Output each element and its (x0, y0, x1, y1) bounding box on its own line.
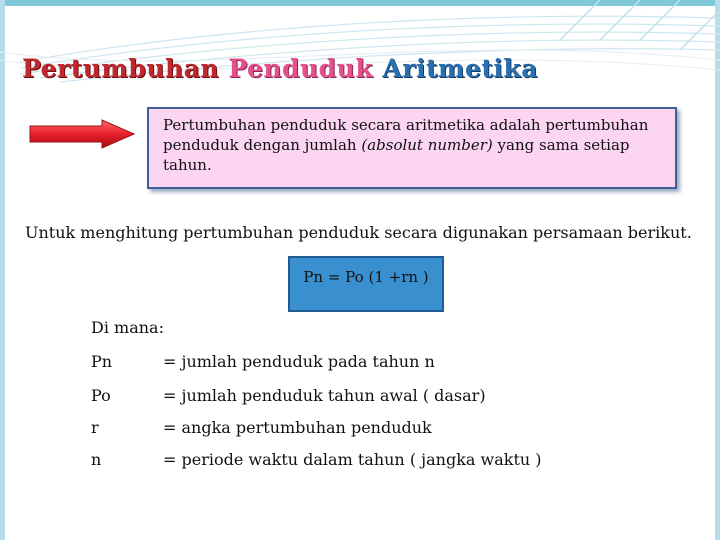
title-part-1: Pertumbuhan (22, 54, 220, 83)
title-part-2: Penduduk (228, 54, 374, 83)
intro-text: Untuk menghitung pertumbuhan penduduk secara digunakan persamaan berikut. (25, 223, 692, 242)
definition-text-end: yang sama setiap tahun. (163, 136, 630, 174)
where-label: Di mana: (91, 318, 164, 337)
variable-row (91, 450, 542, 469)
variable-description: = periode waktu dalam tahun ( jangka waktu ) (163, 450, 542, 469)
variable-symbol: Po (91, 386, 111, 405)
variable-symbol: n (91, 450, 102, 469)
variable-row (91, 418, 432, 437)
right-arrow-icon (28, 119, 136, 149)
formula-text: Pn = Po (1 +rn ) (303, 268, 429, 286)
definition-box (147, 107, 677, 189)
formula-box (288, 256, 444, 312)
variable-description: = jumlah penduduk pada tahun n (163, 352, 435, 371)
variable-description: = angka pertumbuhan penduduk (163, 418, 432, 437)
title-part-3: Aritmetika (382, 54, 538, 83)
variable-row (91, 352, 435, 371)
variable-description: = jumlah penduduk tahun awal ( dasar) (163, 386, 486, 405)
variable-symbol: Pn (91, 352, 113, 371)
page-title (22, 54, 538, 83)
variable-row (91, 386, 486, 405)
definition-italic-term: (absolut number) (361, 136, 493, 154)
definition-text: Pertumbuhan penduduk secara aritmetika adalah pertumbuhan penduduk dengan jumlah (163, 116, 649, 154)
variable-symbol: r (91, 418, 99, 437)
